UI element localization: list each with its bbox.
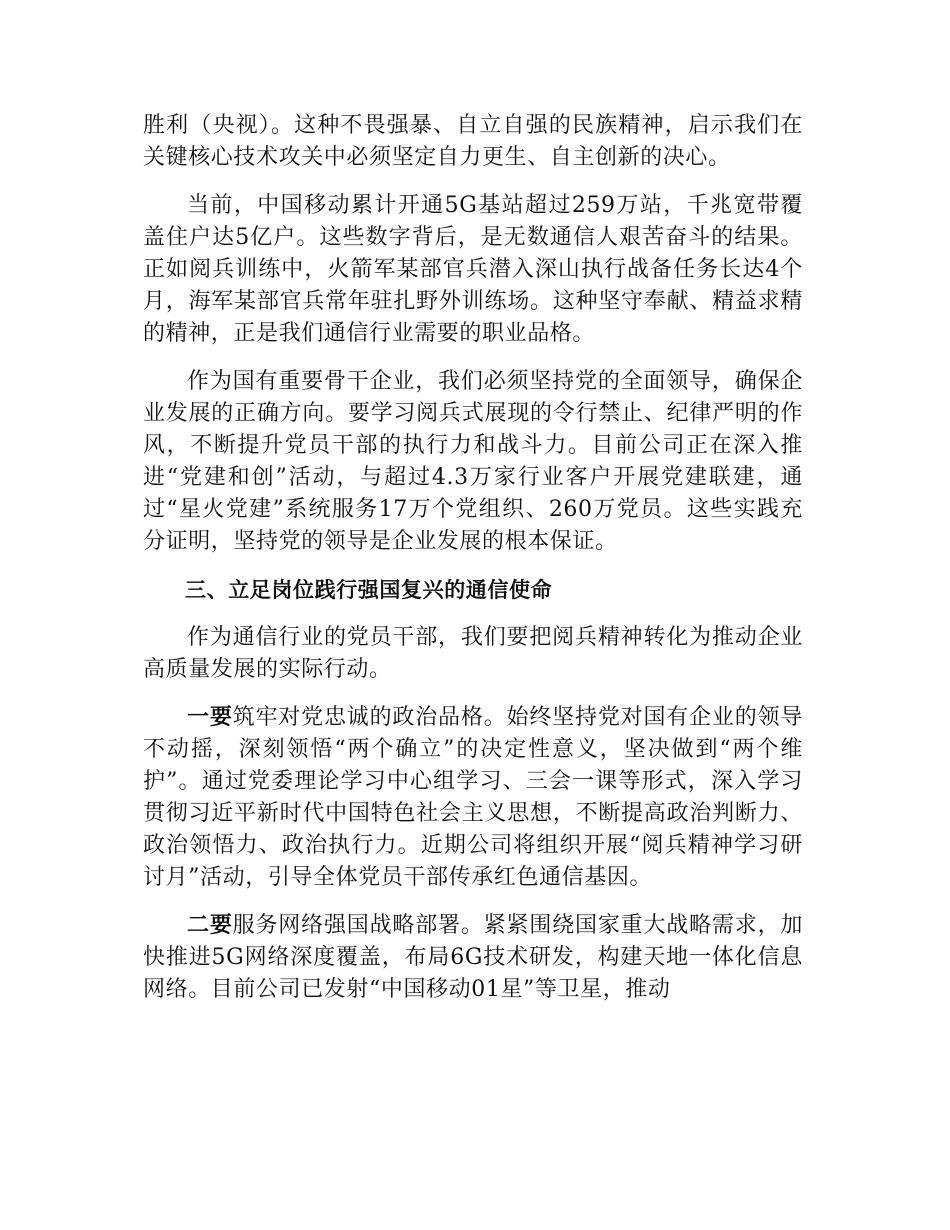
paragraph-intro: 作为通信行业的党员干部，我们要把阅兵精神转化为推动企业高质量发展的实际行动。 [143, 625, 803, 682]
point-two-lead: 二要 [187, 913, 233, 938]
point-one-text: 筑牢对党忠诚的政治品格。始终坚持党对国有企业的领导不动摇，深刻领悟“两个确立”的决定性意义，坚决做到“两个维护”。通过党委理论学习中心组学习、三会一课等形式，深入学习贯彻习近平新时代中国特色社会主义思想，不断提高政治判断力、政治领悟力、政治执行力。近期公司将组织开展“阅兵精神学习研讨月”活动，引导全体党员干部传承红色通信基因。 [143, 705, 803, 890]
paragraph-continued: 胜利（央视）。这种不畏强暴、自立自强的民族精神，启示我们在关键核心技术攻关中必须坚定自力更生、自主创新的决心。 [143, 113, 803, 170]
paragraph-party-leadership: 作为国有重要骨干企业，我们必须坚持党的全面领导，确保企业发展的正确方向。要学习阅兵式展现的令行禁止、纪律严明的作风，不断提升党员干部的执行力和战斗力。目前公司正在深入推进“党建和创”活动，与超过4.3万家行业客户开展党建联建，通过“星火党建”系统服务17万个党组织、260万党员。这些实践充分证明，坚持党的领导是企业发展的根本保证。 [143, 369, 803, 554]
point-one-lead: 一要 [187, 705, 233, 730]
document-body [143, 110, 803, 1022]
paragraph-point-two [143, 910, 803, 1006]
paragraph-point-one [143, 702, 803, 894]
paragraph-5g-stations: 当前，中国移动累计开通5G基站超过259万站，千兆宽带覆盖住户达5亿户。这些数字背后，是无数通信人艰苦奋斗的结果。正如阅兵训练中，火箭军某部官兵潜入深山执行战备任务长达4个月，海军某部官兵常年驻扎野外训练场。这种坚守奉献、精益求精的精神，正是我们通信行业需要的职业品格。 [143, 193, 803, 346]
section-heading: 三、立足岗位践行强国复兴的通信使命 [185, 578, 553, 602]
point-two-text: 服务网络强国战略部署。紧紧围绕国家重大战略需求，加快推进5G网络深度覆盖，布局6G技术研发，构建天地一体化信息网络。目前公司已发射“中国移动01星”等卫星，推动 [143, 913, 803, 1002]
